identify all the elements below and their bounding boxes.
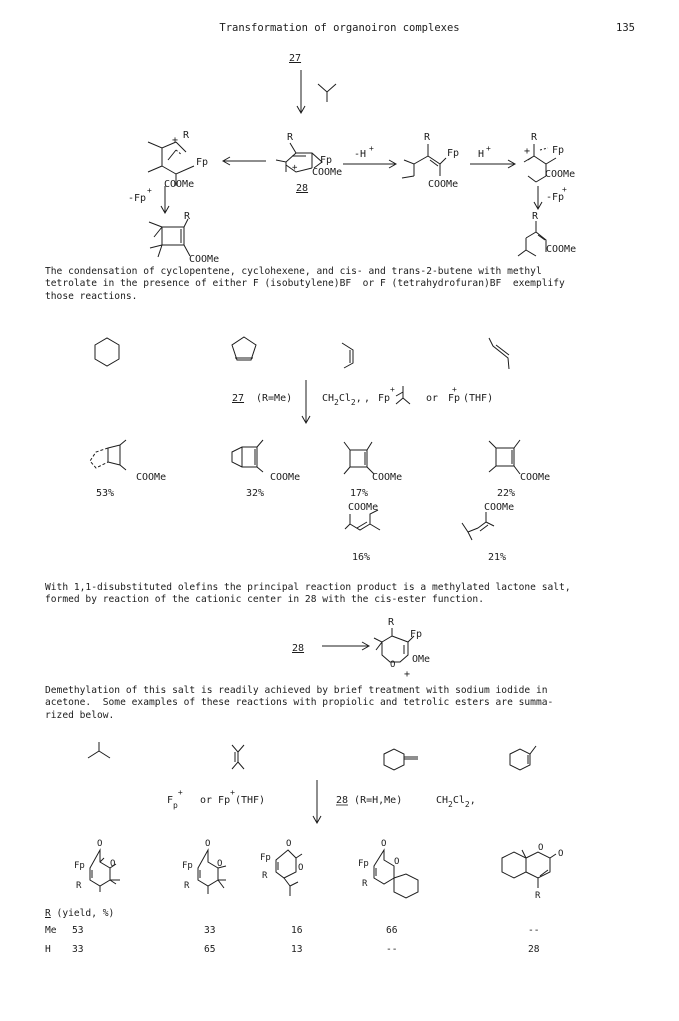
svg-text:O: O — [558, 849, 564, 859]
svg-text:R: R — [362, 879, 368, 889]
yield-cell: 33 — [72, 944, 84, 955]
svg-text:+: + — [390, 385, 395, 394]
svg-text:+: + — [369, 144, 374, 153]
svg-text:COOMe: COOMe — [545, 169, 576, 180]
yield-table-header — [45, 908, 114, 919]
trans-2-butene-structure — [489, 338, 509, 369]
yield-table-r: R — [45, 908, 51, 919]
svg-text:R: R — [532, 211, 539, 222]
svg-text:O: O — [390, 660, 396, 670]
yield-cell: -- — [386, 944, 398, 955]
svg-text:OMe: OMe — [412, 654, 431, 665]
left-cation-structure — [148, 130, 208, 190]
svg-text:CH2Cl2,: $CH_2Cl_2$, — [322, 393, 362, 407]
compound-28-structure — [276, 132, 342, 194]
svg-text:+: + — [147, 186, 152, 195]
svg-text:or: or — [426, 393, 439, 404]
svg-text:Fp: Fp — [182, 861, 193, 871]
svg-text:Fp: Fp — [260, 853, 271, 863]
running-title: Transformation of organoiron complexes — [219, 22, 460, 34]
scheme-1 — [0, 40, 679, 265]
yield-row-label: Me — [45, 925, 57, 936]
cyclopentene-structure — [232, 337, 256, 360]
product-cis-butene — [344, 442, 402, 499]
svg-text:Fp: Fp — [552, 145, 565, 156]
svg-text:COOMe: COOMe — [546, 244, 577, 255]
spiro-lactone-product — [358, 839, 418, 898]
svg-text:+: + — [404, 669, 411, 680]
svg-text:+: + — [172, 135, 179, 146]
svg-text:O: O — [205, 839, 211, 849]
svg-text:COOMe: COOMe — [428, 179, 459, 190]
svg-text:or Fp+(THF): or Fp+(THF) — [200, 788, 266, 806]
cyclobutene-product — [149, 211, 219, 265]
svg-text:+: + — [562, 185, 567, 194]
svg-text:Fp: Fp — [196, 157, 209, 168]
paragraph-disubstituted: With 1,1-disubstituted olefins the principal reaction product is a methylated lactone salt, formed by reaction of the cationic center in 28 with the cis-ester function. — [45, 582, 571, 606]
methylated-lactone-salt-structure — [374, 617, 430, 680]
lactone-product-2 — [182, 839, 226, 894]
svg-text:R: R — [262, 871, 268, 881]
scheme-4 — [0, 722, 679, 922]
svg-text:+: + — [452, 385, 457, 394]
yield-cell: -- — [528, 925, 540, 936]
svg-text:17%: 17% — [350, 488, 369, 499]
lactone-product-3 — [260, 839, 303, 896]
svg-text:+: + — [292, 163, 298, 173]
product-open-chain-cis — [345, 502, 380, 563]
svg-text:COOMe: COOMe — [136, 472, 167, 483]
compound-27-label: 27 — [289, 53, 302, 64]
yield-cell: 16 — [291, 925, 303, 936]
svg-text:R: R — [184, 881, 190, 891]
svg-text:,: , — [364, 393, 371, 404]
svg-text:O: O — [394, 857, 400, 867]
svg-text:Fp: Fp — [378, 393, 391, 404]
svg-text:R: R — [388, 617, 395, 628]
svg-text:COOMe: COOMe — [164, 179, 195, 190]
svg-text:+: + — [524, 146, 531, 157]
svg-text:O: O — [286, 839, 292, 849]
page-number: 135 — [616, 22, 635, 34]
olefin-tetramethylethylene — [232, 745, 244, 769]
svg-text:CH2Cl2,: $CH_2Cl_2$, — [436, 795, 476, 809]
svg-text:COOMe: COOMe — [520, 472, 551, 483]
svg-text:O: O — [110, 859, 116, 869]
yield-row-label: H — [45, 944, 51, 955]
svg-text:-H: -H — [354, 149, 367, 160]
svg-text:R: R — [183, 130, 190, 141]
yield-cell: 65 — [204, 944, 216, 955]
product-cyclopentene-fused — [232, 440, 300, 499]
svg-text:H: H — [478, 149, 485, 160]
svg-text:+: + — [486, 144, 491, 153]
svg-text:Fp: Fp — [320, 155, 333, 166]
svg-text:Fp: Fp — [447, 148, 460, 159]
svg-text:R: R — [424, 132, 431, 143]
svg-text:R: R — [184, 211, 191, 222]
svg-text:Fp: Fp — [358, 859, 369, 869]
diene-ester-product — [518, 211, 576, 256]
cis-2-butene-structure — [342, 343, 353, 368]
svg-text:O: O — [538, 843, 544, 853]
svg-text:32%: 32% — [246, 488, 265, 499]
yield-cell: 66 — [386, 925, 398, 936]
svg-text:O: O — [381, 839, 387, 849]
scheme-2 — [0, 330, 679, 570]
svg-text:R: R — [287, 132, 294, 143]
paragraph-demethylation: Demethylation of this salt is readily achieved by brief treatment with sodium iodide in acetone. Some examples of these reactions with propiolic and tetrolic esters are summa- rized below. — [45, 685, 554, 721]
yield-cell: 13 — [291, 944, 303, 955]
svg-text:(R=Me): (R=Me) — [256, 393, 293, 404]
svg-text:Fp: Fp — [410, 629, 423, 640]
yield-table-header-rest: (yield, %) — [50, 908, 115, 919]
svg-text:COOMe: COOMe — [189, 254, 220, 265]
svg-text:-Fp: -Fp — [128, 193, 147, 204]
svg-text:O: O — [298, 863, 304, 873]
diene-complex-structure — [402, 132, 459, 190]
svg-text:COOMe: COOMe — [348, 502, 379, 513]
svg-text:-Fp: -Fp — [546, 192, 565, 203]
svg-text:COOMe: COOMe — [372, 472, 403, 483]
svg-text:22%: 22% — [497, 488, 516, 499]
svg-text:28 (R=H,Me): 28 (R=H,Me) — [336, 795, 403, 806]
svg-text:R: R — [76, 881, 82, 891]
paragraph-condensation: The condensation of cyclopentene, cyclohexene, and cis- and trans-2-butene with methyl tetrolate in the presence of either F (isobutylene)BF or F (tetrahydrofuran)BF exemplify those reactions. — [45, 266, 565, 302]
compound-28-label: 28 — [296, 183, 309, 194]
bicyclic-lactone-product — [502, 843, 563, 901]
svg-text:O: O — [97, 839, 103, 849]
lactone-product-1 — [74, 839, 120, 892]
svg-text:Fp: Fp — [448, 393, 461, 404]
svg-text:21%: 21% — [488, 552, 507, 563]
olefin-isobutylene-2 — [88, 742, 110, 758]
right-cation-structure — [524, 132, 575, 182]
svg-text:Fp+: $F_p^+$ — [167, 788, 183, 810]
olefin-methylenecyclohexane — [384, 749, 418, 770]
svg-text:COOMe: COOMe — [270, 472, 301, 483]
svg-text:COOMe: COOMe — [312, 167, 343, 178]
svg-text:53%: 53% — [96, 488, 115, 499]
olefin-isobutylene — [318, 84, 336, 102]
svg-text:R: R — [531, 132, 538, 143]
product-trans-butene — [489, 440, 550, 499]
svg-text:27: 27 — [232, 393, 245, 404]
scheme-3-reactant: 28 — [292, 643, 305, 654]
svg-text:Fp: Fp — [74, 861, 85, 871]
svg-text:16%: 16% — [352, 552, 371, 563]
svg-text:R: R — [535, 891, 541, 901]
scheme-3 — [0, 608, 679, 683]
product-open-chain-trans — [462, 502, 514, 563]
yield-cell: 28 — [528, 944, 540, 955]
svg-text:(THF): (THF) — [463, 393, 494, 404]
yield-cell: 53 — [72, 925, 84, 936]
svg-text:COOMe: COOMe — [484, 502, 515, 513]
svg-text:O: O — [217, 859, 223, 869]
product-cyclohexene-fused — [90, 440, 166, 499]
cyclohexene-structure — [95, 338, 119, 366]
yield-cell: 33 — [204, 925, 216, 936]
olefin-methylcyclohexene — [510, 746, 536, 770]
